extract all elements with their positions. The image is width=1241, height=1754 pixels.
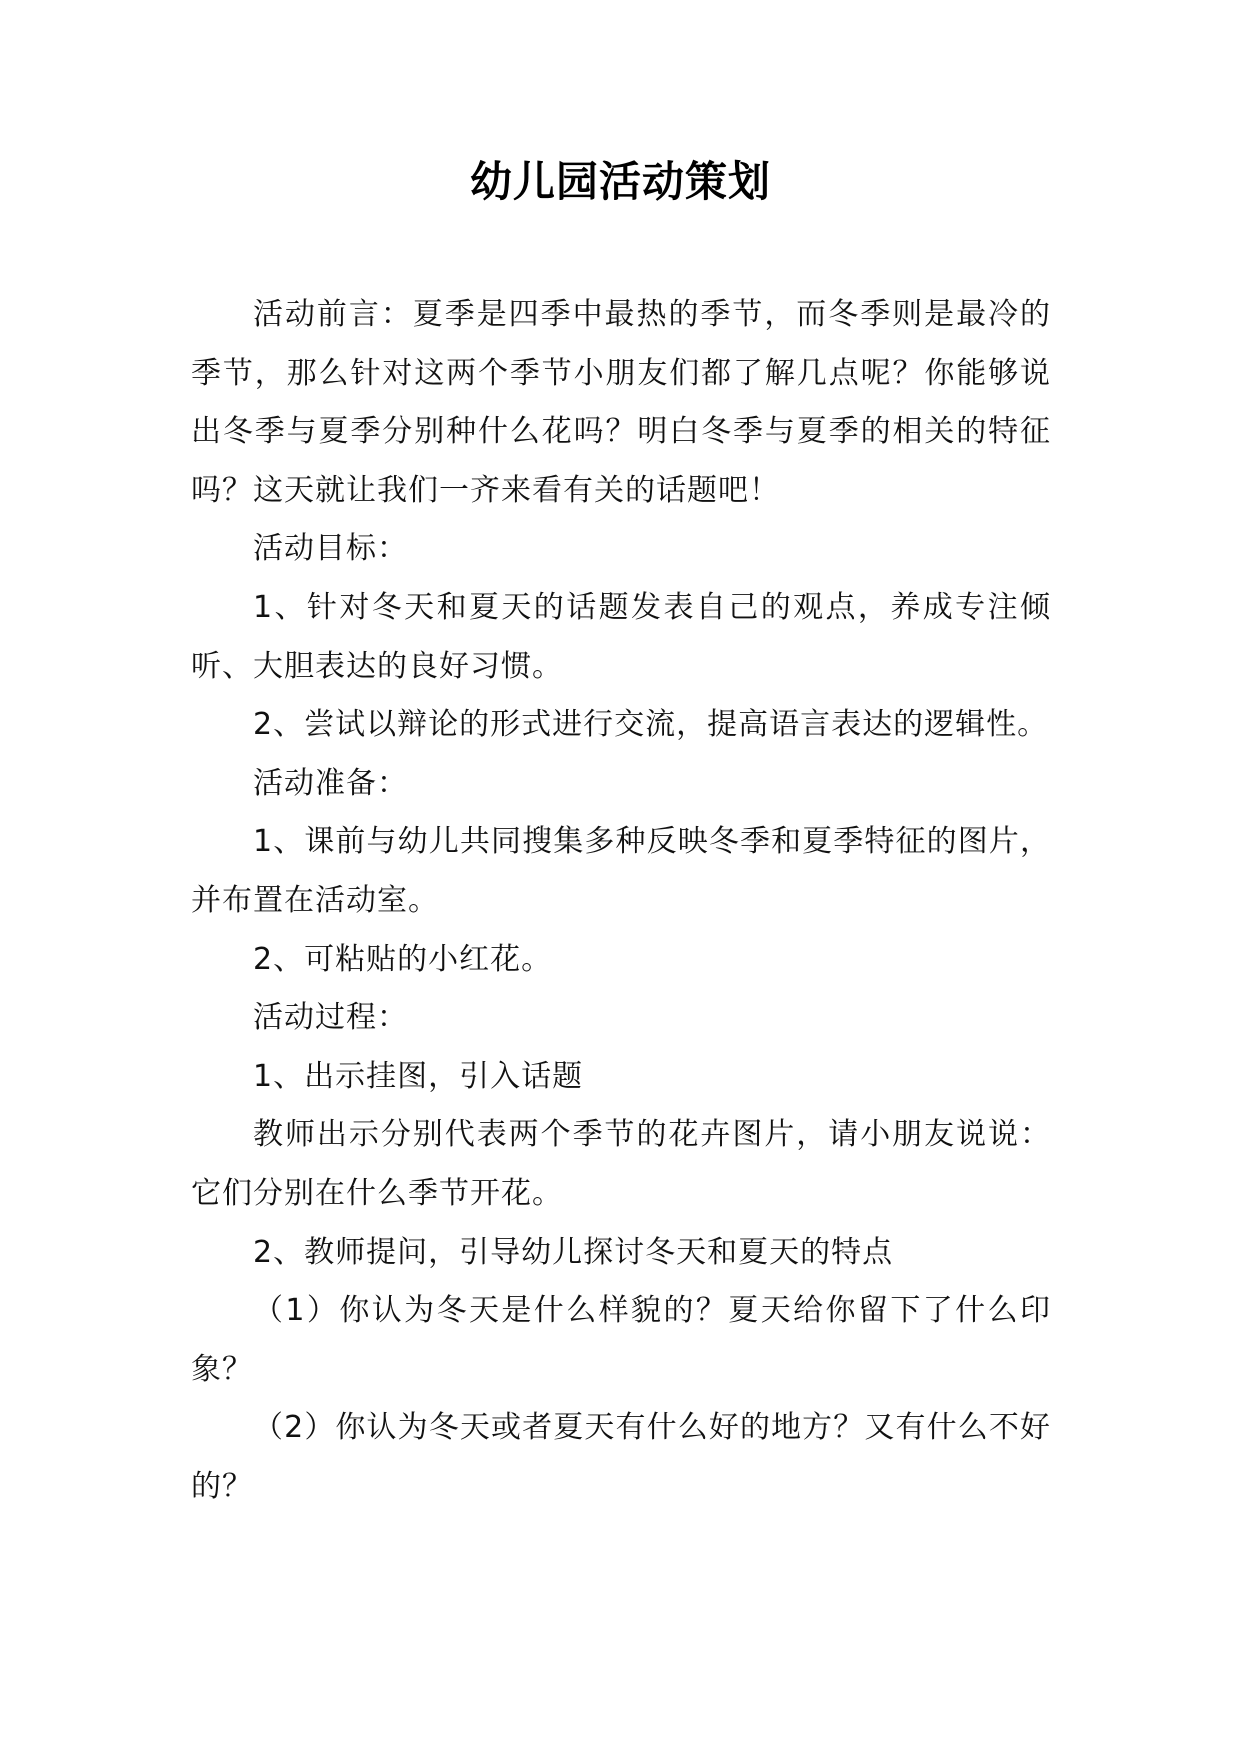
question-1: （1）你认为冬天是什么样貌的？夏天给你留下了什么印象？ xyxy=(191,1293,1051,1387)
objective-item-1: 1、针对冬天和夏天的话题发表自己的观点，养成专注倾听、大胆表达的良好习惯。 xyxy=(191,589,1051,684)
process-step-1: 1、出示挂图，引入话题 xyxy=(253,1058,584,1094)
heading-objectives: 活动目标： xyxy=(253,531,408,567)
process-step-2: 2、教师提问，引导幼儿探讨冬天和夏天的特点 xyxy=(253,1234,894,1270)
heading-preparation: 活动准备： xyxy=(253,765,408,801)
question-2: （2）你认为冬天或者夏天有什么好的地方？又有什么不好的？ xyxy=(191,1410,1051,1504)
preparation-item-2: 2、可粘贴的小红花。 xyxy=(253,941,553,977)
heading-process: 活动过程： xyxy=(253,1000,408,1036)
paragraph-preface: 活动前言：夏季是四季中最热的季节，而冬季则是最冷的季节，那么针对这两个季节小朋友们都了解几点呢？你能够说出冬季与夏季分别种什么花吗？明白冬季与夏季的相关的特征吗？这天就让我们一齐来看有关的话题吧！ xyxy=(191,297,1051,508)
document-title: 幼儿园活动策划 xyxy=(469,157,771,206)
objective-item-2: 2、尝试以辩论的形式进行交流，提高语言表达的逻辑性。 xyxy=(253,707,1049,743)
preparation-item-1: 1、课前与幼儿共同搜集多种反映冬季和夏季特征的图片，并布置在活动室。 xyxy=(191,824,1051,918)
document-body xyxy=(191,286,1051,1516)
process-step-1-detail: 教师出示分别代表两个季节的花卉图片，请小朋友说说：它们分别在什么季节开花。 xyxy=(191,1117,1051,1211)
